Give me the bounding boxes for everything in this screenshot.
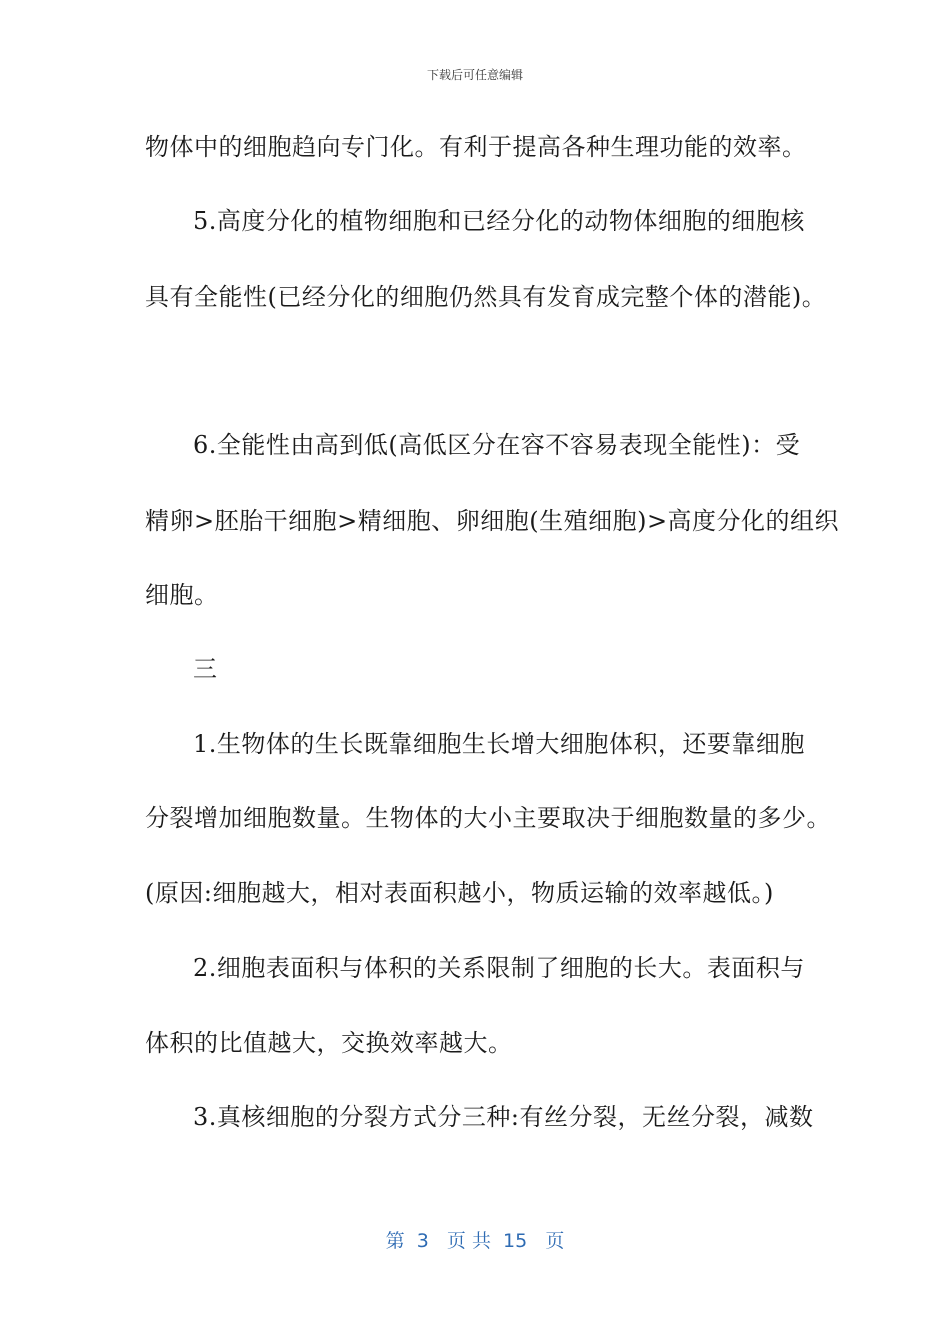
page-number-footer: 第 3 页 共 15 页	[385, 1230, 565, 1252]
body-line-4: 6.全能性由高到低(高低区分在容不容易表现全能性)：受	[193, 431, 801, 459]
body-line-9: (原因:细胞越大，相对表面积越小，物质运输的效率越低。)	[145, 879, 774, 907]
body-line-6: 细胞。	[145, 581, 219, 609]
body-line-3: 具有全能性(已经分化的细胞仍然具有发育成完整个体的潜能)。	[145, 283, 827, 311]
body-line-5: 精卵>胚胎干细胞>精细胞、卵细胞(生殖细胞)>高度分化的组织	[145, 507, 840, 535]
body-line-2: 5.高度分化的植物细胞和已经分化的动物体细胞的细胞核	[193, 207, 805, 235]
body-line-8: 分裂增加细胞数量。生物体的大小主要取决于细胞数量的多少。	[145, 804, 831, 832]
header-note: 下载后可任意编辑	[426, 68, 523, 82]
body-line-7: 1.生物体的生长既靠细胞生长增大细胞体积，还要靠细胞	[193, 730, 805, 758]
body-line-10: 2.细胞表面积与体积的关系限制了细胞的长大。表面积与	[193, 954, 805, 982]
body-line-1: 物体中的细胞趋向专门化。有利于提高各种生理功能的效率。	[145, 133, 807, 161]
body-line-11: 体积的比值越大，交换效率越大。	[145, 1029, 513, 1057]
section-heading: 三	[193, 655, 218, 683]
body-line-12: 3.真核细胞的分裂方式分三种:有丝分裂，无丝分裂，减数	[193, 1103, 814, 1131]
